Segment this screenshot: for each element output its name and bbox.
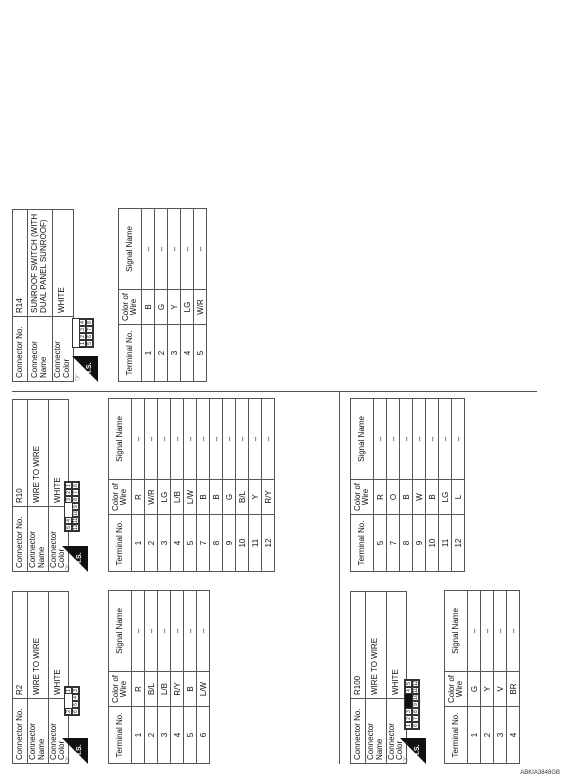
wire-color-cell: G (223, 480, 236, 515)
wire-color-cell: BR (507, 672, 520, 707)
signal-name-cell: – (236, 399, 249, 480)
hs-icon: ☞ H.S. (62, 546, 88, 572)
terminal-no-cell: 8 (210, 515, 223, 572)
table-row (145, 399, 158, 572)
terminal-no-cell: 3 (158, 515, 171, 572)
wire-color-cell: B (426, 480, 439, 515)
signal-name-cell: – (181, 209, 194, 290)
connector-r14-header: Connector No. R14 Connector Name SUNROOF SWITCH (WITH DUAL PANEL SUNROOF) Connector Color WHITE (12, 209, 74, 382)
signal-name-cell: – (374, 399, 387, 480)
terminal-no-cell: 4 (507, 707, 520, 764)
wire-color-cell: LG (158, 480, 171, 515)
signal-name-cell: – (158, 399, 171, 480)
wire-color-cell: G (155, 290, 168, 325)
terminal-no-cell: 2 (481, 707, 494, 764)
hs-icon: ☞ H.S. (62, 738, 88, 764)
table-row (142, 209, 155, 382)
connector-r2-block (12, 591, 69, 764)
signal-name-cell: – (426, 399, 439, 480)
wire-color-cell: G (468, 672, 481, 707)
label-connector-no: Connector No. (13, 699, 28, 764)
table-row (210, 399, 223, 572)
signal-name-cell: – (400, 399, 413, 480)
wire-color-cell: L/B (171, 480, 184, 515)
table-row (400, 399, 413, 572)
terminal-no-cell: 11 (249, 515, 262, 572)
table-row (158, 399, 171, 572)
terminal-no-cell: 3 (168, 325, 181, 382)
signal-name-cell: – (223, 399, 236, 480)
table-row (194, 209, 207, 382)
signal-name-cell: – (439, 399, 452, 480)
terminal-no-cell: 6 (197, 707, 210, 764)
signal-name-cell: – (155, 209, 168, 290)
connector-face-r2: 2 1 6 5 4 3 (64, 686, 80, 716)
table-row (155, 209, 168, 382)
wire-color-cell: Y (481, 672, 494, 707)
terminal-no-cell: 9 (223, 515, 236, 572)
table-row (507, 591, 520, 764)
signal-name-cell: – (184, 399, 197, 480)
wire-color-cell: L/W (184, 480, 197, 515)
signal-name-cell: – (158, 591, 171, 672)
connector-r100-header: Connector No. R100 Connector Name WIRE TO WIRE Connector Color WHITE (350, 591, 407, 764)
terminal-no-cell: 11 (439, 515, 452, 572)
table-row (374, 399, 387, 572)
connector-r10-header: Connector No. R10 Connector Name WIRE TO WIRE Connector Color WHITE (12, 399, 69, 572)
hs-icon: ☞ H.S. (72, 356, 98, 382)
table-row (197, 591, 210, 764)
connector-face-r14: 1 2 3 4 5 6 7 8 (72, 318, 94, 348)
terminal-no-cell: 3 (158, 707, 171, 764)
terminal-no-cell: 2 (145, 707, 158, 764)
terminal-no-cell: 4 (181, 325, 194, 382)
reference-code: ABKIA3848GB (520, 770, 560, 776)
wire-color-cell: R/Y (262, 480, 275, 515)
wire-color-cell: W/R (194, 290, 207, 325)
signal-name-cell: – (132, 399, 145, 480)
signal-name-cell: – (197, 591, 210, 672)
wire-color-cell: L/B (158, 672, 171, 707)
wire-color-cell: B (184, 672, 197, 707)
table-row (171, 591, 184, 764)
terminal-no-cell: 7 (387, 515, 400, 572)
connector-r14-table: Terminal No. Color of Wire Signal Name 1 B – 2 G – 3 Y – 4 LG – 5 W/R – (118, 208, 207, 382)
signal-name-cell: – (145, 591, 158, 672)
table-row (413, 399, 426, 572)
connector-face-r100: 1 2 3 4 5 6 7 8 9 10 11 12 (404, 679, 420, 730)
table-row (145, 591, 158, 764)
signal-name-cell: – (168, 209, 181, 290)
signal-name-cell: – (481, 591, 494, 672)
table-row (262, 399, 275, 572)
signal-name-cell: – (184, 591, 197, 672)
connector-name-value: WIRE TO WIRE (28, 592, 49, 699)
wire-color-cell: L (452, 480, 465, 515)
label-connector-color: Connector Color (48, 699, 69, 764)
wire-color-cell: B (210, 480, 223, 515)
connector-r10-block (12, 399, 69, 572)
table-row (197, 399, 210, 572)
wire-color-cell: W/R (145, 480, 158, 515)
connector-r100-block (350, 591, 407, 764)
terminal-no-cell: 10 (236, 515, 249, 572)
terminal-no-cell: 10 (426, 515, 439, 572)
terminal-no-cell: 9 (413, 515, 426, 572)
hs-icon: ☞ H.S. (400, 738, 426, 764)
table-row (249, 399, 262, 572)
signal-name-cell: – (145, 399, 158, 480)
signal-name-cell: – (507, 591, 520, 672)
table-row (158, 591, 171, 764)
terminal-no-cell: 4 (171, 707, 184, 764)
signal-name-cell: – (413, 399, 426, 480)
table-row (168, 209, 181, 382)
wire-color-cell: Y (249, 480, 262, 515)
wire-color-cell: L/W (197, 672, 210, 707)
label-connector-name: Connector Name (28, 699, 49, 764)
signal-name-cell: – (468, 591, 481, 672)
terminal-no-cell: 3 (494, 707, 507, 764)
wire-color-cell: LG (181, 290, 194, 325)
signal-name-cell: – (132, 591, 145, 672)
connector-no-value: R2 (13, 592, 28, 699)
connector-r14-block (12, 209, 74, 382)
connector-color-value: WHITE (48, 592, 69, 699)
wire-color-cell: R (132, 480, 145, 515)
signal-name-cell: – (452, 399, 465, 480)
terminal-no-cell: 2 (145, 515, 158, 572)
terminal-no-cell: 5 (184, 707, 197, 764)
wire-color-cell: B/L (145, 672, 158, 707)
terminal-no-cell: 12 (452, 515, 465, 572)
terminal-no-cell: 8 (400, 515, 413, 572)
table-row (387, 399, 400, 572)
hand-icon: ☞ (73, 373, 82, 381)
signal-name-cell: – (197, 399, 210, 480)
terminal-no-cell: 1 (142, 325, 155, 382)
terminal-no-cell: 12 (262, 515, 275, 572)
table-row (426, 399, 439, 572)
connector-face-r10: 5 4 3 2 1 12 11 10 9 8 7 6 (64, 481, 80, 532)
wire-color-cell: O (387, 480, 400, 515)
table-row (223, 399, 236, 572)
hand-icon: ☞ (401, 755, 410, 763)
connector-r10-table: Terminal No. Color of Wire Signal Name 1 R – 2 W/R – 3 LG – 4 L/B – 5 L/W – 7 B – 8 B – 9 G – 10 B/L – 11 Y – 12 R/Y – (108, 398, 275, 572)
wire-color-cell: R (132, 672, 145, 707)
signal-name-cell: – (194, 209, 207, 290)
connector-r100-table-continued: Terminal No. Color of Wire Signal Name 5 R – 7 O – 8 B – 9 W – 10 B – 11 LG – 12 L – (350, 398, 465, 572)
table-row (184, 591, 197, 764)
table-row (132, 399, 145, 572)
hand-icon: ☞ (63, 755, 72, 763)
signal-name-cell: – (249, 399, 262, 480)
connector-r100-table: Terminal No. Color of Wire Signal Name 1 G – 2 Y – 3 V – 4 BR – (444, 590, 520, 764)
connector-r2-header (12, 591, 69, 764)
terminal-no-cell: 5 (194, 325, 207, 382)
wire-color-cell: W (413, 480, 426, 515)
wire-color-cell: V (494, 672, 507, 707)
wire-color-cell: R (374, 480, 387, 515)
signal-name-cell: – (171, 399, 184, 480)
table-row (439, 399, 452, 572)
horizontal-divider (339, 392, 340, 764)
signal-name-cell: – (494, 591, 507, 672)
signal-name-cell: – (171, 591, 184, 672)
table-row (452, 399, 465, 572)
terminal-no-cell: 1 (132, 515, 145, 572)
table-row (132, 591, 145, 764)
table-row (468, 591, 481, 764)
wire-color-cell: B (400, 480, 413, 515)
table-row (184, 399, 197, 572)
signal-name-cell: – (387, 399, 400, 480)
terminal-no-cell: 5 (184, 515, 197, 572)
terminal-no-cell: 5 (374, 515, 387, 572)
table-row (481, 591, 494, 764)
hand-icon: ☞ (63, 563, 72, 571)
signal-name-cell: – (142, 209, 155, 290)
wire-color-cell: B (197, 480, 210, 515)
table-row (171, 399, 184, 572)
vertical-divider (12, 391, 537, 392)
table-row (236, 399, 249, 572)
wire-color-cell: LG (439, 480, 452, 515)
terminal-no-cell: 1 (468, 707, 481, 764)
signal-name-cell: – (210, 399, 223, 480)
terminal-no-cell: 1 (132, 707, 145, 764)
wire-color-cell: B/L (236, 480, 249, 515)
terminal-no-cell: 7 (197, 515, 210, 572)
table-row (181, 209, 194, 382)
table-row (494, 591, 507, 764)
wire-color-cell: Y (168, 290, 181, 325)
wire-color-cell: R/Y (171, 672, 184, 707)
terminal-no-cell: 2 (155, 325, 168, 382)
signal-name-cell: – (262, 399, 275, 480)
terminal-no-cell: 4 (171, 515, 184, 572)
connector-r2-table: Terminal No. Color of Wire Signal Name 1 R – 2 B/L – 3 L/B – 4 R/Y – 5 B – 6 L/W – (108, 590, 210, 764)
wire-color-cell: B (142, 290, 155, 325)
